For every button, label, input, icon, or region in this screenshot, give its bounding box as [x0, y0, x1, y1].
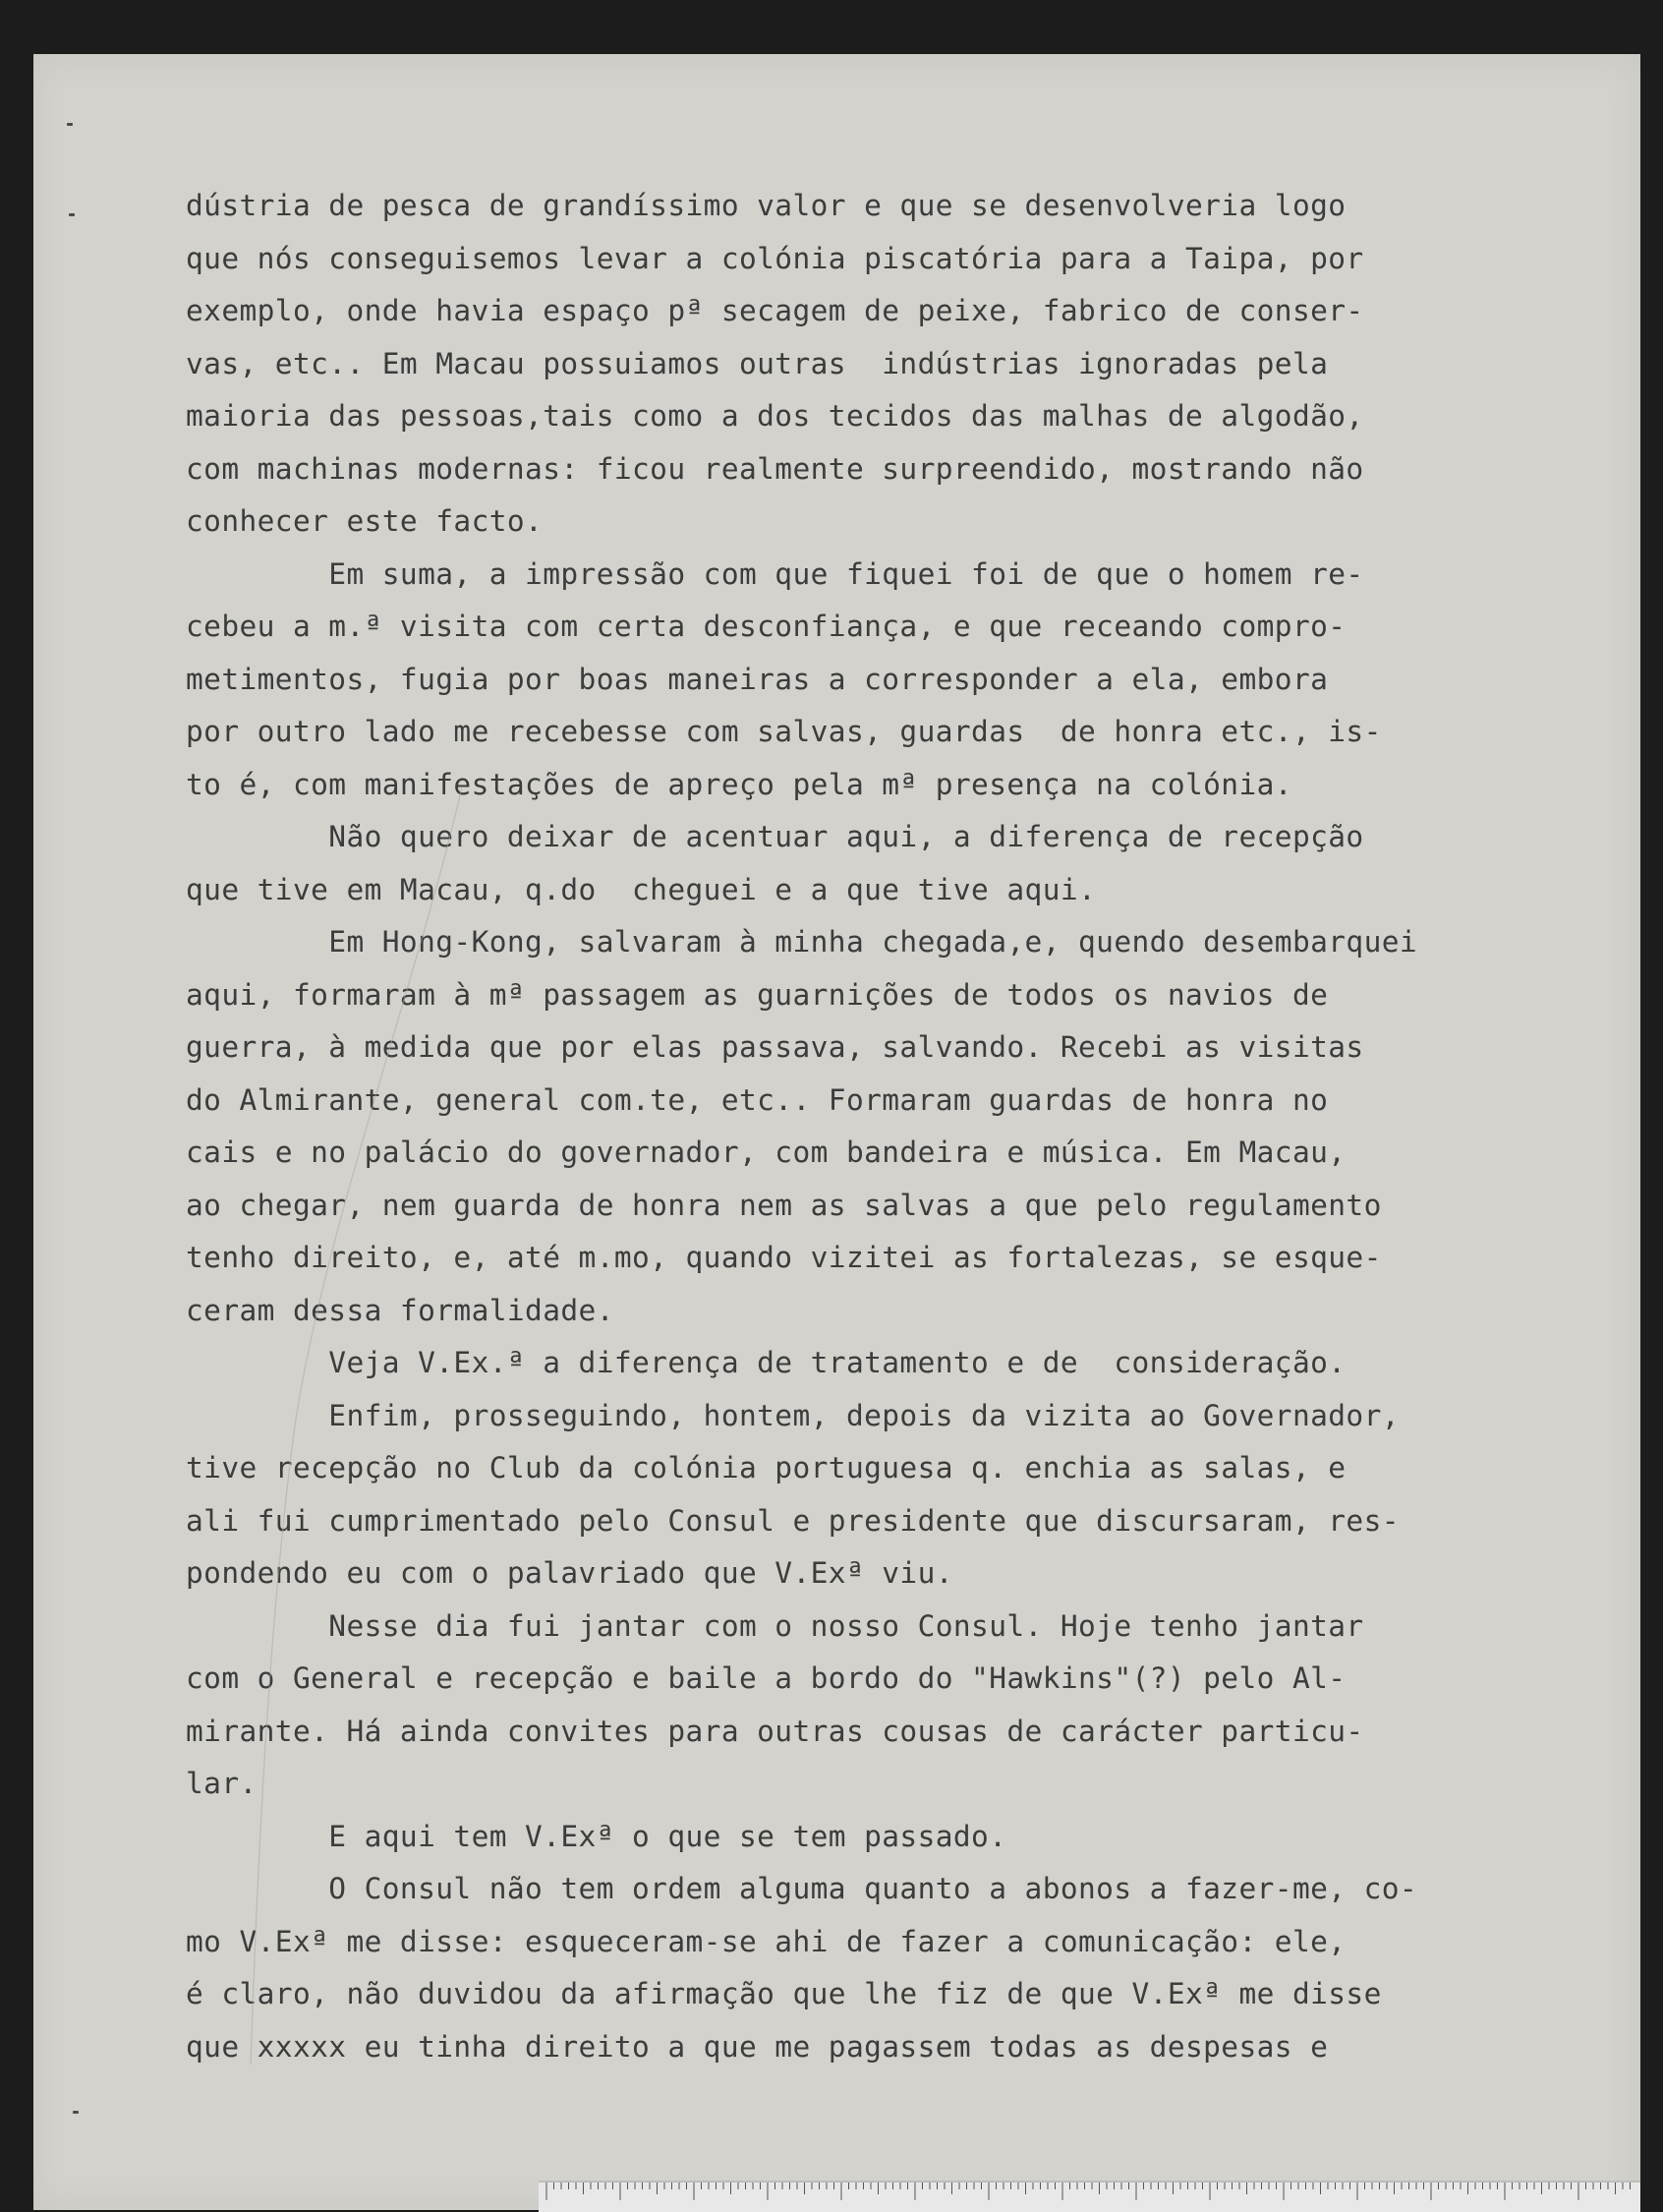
- text-line: to é, com manifestações de apreço pela mª presença na colónia.: [186, 767, 1292, 801]
- text-line: maioria das pessoas,tais como a dos tecidos das malhas de algodão,: [186, 399, 1364, 433]
- text-line: Nesse dia fui jantar com o nosso Consul. Hoje tenho jantar: [186, 1608, 1364, 1643]
- text-line: lar.: [186, 1767, 258, 1800]
- text-line: com machinas modernas: ficou realmente surpreendido, mostrando não: [186, 451, 1364, 486]
- text-line: cais e no palácio do governador, com bandeira e música. Em Macau,: [186, 1135, 1347, 1169]
- text-line: conhecer este facto.: [186, 504, 544, 538]
- text-line: que xxxxx eu tinha direito a que me pagassem todas as despesas e: [186, 2029, 1329, 2064]
- text-line: guerra, à medida que por elas passava, salvando. Recebi as visitas: [186, 1030, 1364, 1064]
- margin-mark: [67, 123, 73, 126]
- text-line: exemplo, onde havia espaço pª secagem de peixe, fabrico de conser-: [186, 294, 1364, 327]
- text-line: Em Hong-Kong, salvaram à minha chegada,e, quendo desembarquei: [186, 925, 1418, 959]
- text-line: por outro lado me recebesse com salvas, guardas de honra etc., is-: [186, 715, 1382, 748]
- text-line: tenho direito, e, até m.mo, quando vizitei as fortalezas, se esque-: [186, 1241, 1382, 1274]
- document-body: [186, 180, 1542, 2073]
- text-line: que nós conseguisemos levar a colónia piscatória para a Taipa, por: [186, 241, 1364, 275]
- text-line: dústria de pesca de grandíssimo valor e que se desenvolveria logo: [186, 189, 1347, 222]
- text-line: ali fui cumprimentado pelo Consul e presidente que discursaram, res-: [186, 1503, 1400, 1538]
- text-line: tive recepção no Club da colónia portuguesa q. enchia as salas, e: [186, 1451, 1347, 1484]
- text-line: mo V.Exª me disse: esqueceram-se ahi de fazer a comunicação: ele,: [186, 1924, 1347, 1958]
- text-line: Não quero deixar de acentuar aqui, a diferença de recepção: [186, 820, 1364, 853]
- text-line: ao chegar, nem guarda de honra nem as salvas a que pelo regulamento: [186, 1188, 1382, 1222]
- scale-ruler: [539, 2181, 1640, 2212]
- text-line: metimentos, fugia por boas maneiras a corresponder a ela, embora: [186, 662, 1329, 696]
- text-line: que tive em Macau, q.do cheguei e a que tive aqui.: [186, 872, 1097, 906]
- text-line: E aqui tem V.Exª o que se tem passado.: [186, 1819, 1007, 1853]
- text-line: cebeu a m.ª visita com certa desconfiança, e que receando compro-: [186, 610, 1347, 643]
- text-line: vas, etc.. Em Macau possuiamos outras indústrias ignoradas pela: [186, 346, 1329, 380]
- margin-mark: [69, 213, 75, 216]
- text-line: Veja V.Ex.ª a diferença de tratamento e de consideração.: [186, 1346, 1347, 1379]
- text-line: ceram dessa formalidade.: [186, 1293, 614, 1327]
- text-line: aqui, formaram à mª passagem as guarnições de todos os navios de: [186, 977, 1329, 1012]
- text-line: é claro, não duvidou da afirmação que lhe fiz de que V.Exª me disse: [186, 1977, 1382, 2010]
- margin-mark: [73, 2111, 79, 2114]
- text-line: mirante. Há ainda convites para outras cousas de carácter particu-: [186, 1714, 1364, 1748]
- text-line: Em suma, a impressão com que fiquei foi de que o homem re-: [186, 556, 1364, 591]
- text-line: pondendo eu com o palavriado que V.Exª viu.: [186, 1556, 953, 1590]
- text-line: com o General e recepção e baile a bordo do "Hawkins"(?) pelo Al-: [186, 1661, 1347, 1695]
- text-line: do Almirante, general com.te, etc.. Formaram guardas de honra no: [186, 1082, 1329, 1117]
- text-line: Enfim, prosseguindo, hontem, depois da vizita ao Governador,: [186, 1398, 1400, 1432]
- text-line: O Consul não tem ordem alguma quanto a abonos a fazer-me, co-: [186, 1872, 1418, 1905]
